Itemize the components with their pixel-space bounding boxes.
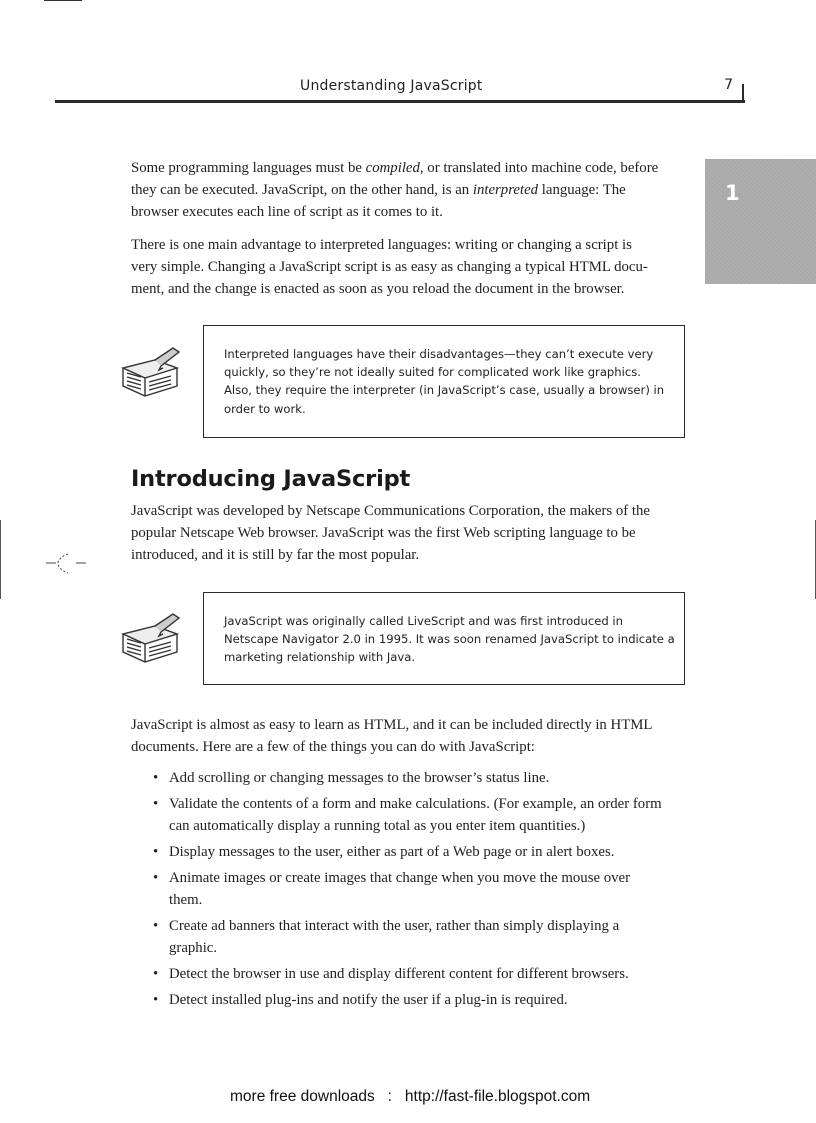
header-tick — [742, 84, 744, 103]
emphasis-compiled: compiled — [365, 160, 420, 176]
bullet-glyph: • — [153, 796, 159, 812]
text-line: order to work. — [224, 401, 306, 416]
list-item — [131, 841, 711, 863]
text-line: Detect installed plug-ins and notify the user if a plug-in is required. — [169, 992, 568, 1008]
registration-mark-icon — [44, 548, 90, 578]
bullet-glyph: • — [153, 844, 159, 860]
bullet-glyph: • — [153, 966, 159, 982]
bullet-glyph: • — [153, 770, 159, 786]
note-box-1 — [203, 325, 685, 438]
footer-separator: : — [387, 1088, 392, 1105]
bullet-glyph: • — [153, 992, 159, 1008]
text-line: documents. Here are a few of the things you can do with JavaScript: — [131, 739, 535, 755]
text-line: marketing relationship with Java. — [224, 650, 416, 665]
chapter-tab — [705, 159, 816, 284]
running-header-title: Understanding JavaScript — [300, 78, 483, 94]
text-line: Interpreted languages have their disadvantages—they can’t execute very — [224, 347, 654, 361]
intro-paragraph-1 — [131, 157, 691, 223]
text-line: Animate images or create images that change when you move the mouse over — [169, 870, 631, 886]
section-heading: Introducing JavaScript — [131, 466, 411, 492]
running-header — [55, 74, 741, 102]
note-text-2 — [224, 612, 675, 667]
footer — [230, 1088, 590, 1106]
text-line: popular Netscape Web browser. JavaScript was the first Web scripting language to be — [131, 525, 636, 541]
text-run: language: The — [538, 182, 626, 198]
text-line: Add scrolling or changing messages to the browser’s status line. — [169, 770, 550, 786]
text-run: , or translated into machine code, before — [419, 160, 659, 176]
text-line: ment, and the change is enacted as soon as you reload the document in the browser. — [131, 281, 625, 297]
list-item — [131, 767, 711, 789]
chapter-number: 1 — [725, 181, 740, 205]
intro-paragraph-2 — [131, 234, 691, 300]
list-item — [131, 989, 711, 1011]
text-run: they can be executed. JavaScript, on the other hand, is an — [131, 182, 473, 198]
feature-bullet-list — [131, 767, 711, 1015]
list-item — [131, 963, 711, 985]
text-line: Validate the contents of a form and make calculations. (For example, an order form — [169, 796, 662, 812]
text-line: Detect the browser in use and display different content for different browsers. — [169, 966, 629, 982]
text-line: quickly, so they’re not ideally suited for complicated work like graphics. — [224, 365, 641, 380]
crop-mark — [44, 0, 82, 1]
text-line: browser executes each line of script as it comes to it. — [131, 204, 443, 220]
text-line: Display messages to the user, either as part of a Web page or in alert boxes. — [169, 844, 615, 860]
bullet-glyph: • — [153, 870, 159, 886]
text-line: them. — [169, 892, 203, 908]
text-line: can automatically display a running total as you enter item quantities.) — [169, 818, 586, 834]
header-rule — [55, 100, 745, 103]
note-box-2 — [203, 592, 685, 685]
text-line: Create ad banners that interact with the user, rather than simply displaying a — [169, 918, 620, 934]
page-number: 7 — [724, 77, 733, 93]
text-line: Also, they require the interpreter (in JavaScript’s case, usually a browser) in — [224, 383, 665, 398]
text-run: Some programming languages must be — [131, 160, 366, 176]
text-line: very simple. Changing a JavaScript script is as easy as changing a typical HTML docu- — [131, 259, 648, 275]
text-line — [131, 157, 691, 179]
footer-link[interactable]: http://fast-file.blogspot.com — [404, 1088, 591, 1105]
text-line: JavaScript was developed by Netscape Communications Corporation, the makers of the — [131, 503, 650, 519]
bullet-glyph: • — [153, 918, 159, 934]
text-line: There is one main advantage to interpreted languages: writing or changing a script is — [131, 237, 632, 253]
text-line: JavaScript is almost as easy to learn as HTML, and it can be included directly in HTML — [131, 717, 653, 733]
note-pad-icon — [115, 612, 185, 668]
list-item — [131, 915, 711, 959]
section-paragraph — [131, 500, 691, 566]
text-line: Netscape Navigator 2.0 in 1995. It was soon renamed JavaScript to indicate a — [224, 632, 675, 647]
list-item — [131, 793, 711, 837]
footer-text: more free downloads — [230, 1088, 375, 1105]
note-text-1 — [224, 345, 664, 418]
text-line: graphic. — [169, 940, 218, 956]
margin-rule-left — [0, 520, 1, 599]
text-line — [131, 179, 691, 201]
emphasis-interpreted: interpreted — [472, 182, 539, 198]
note-pad-icon — [115, 346, 185, 402]
text-line: introduced, and it is still by far the most popular. — [131, 547, 420, 563]
list-item — [131, 867, 711, 911]
text-line: JavaScript was originally called LiveScript and was first introduced in — [224, 614, 623, 628]
list-intro-paragraph — [131, 714, 691, 758]
